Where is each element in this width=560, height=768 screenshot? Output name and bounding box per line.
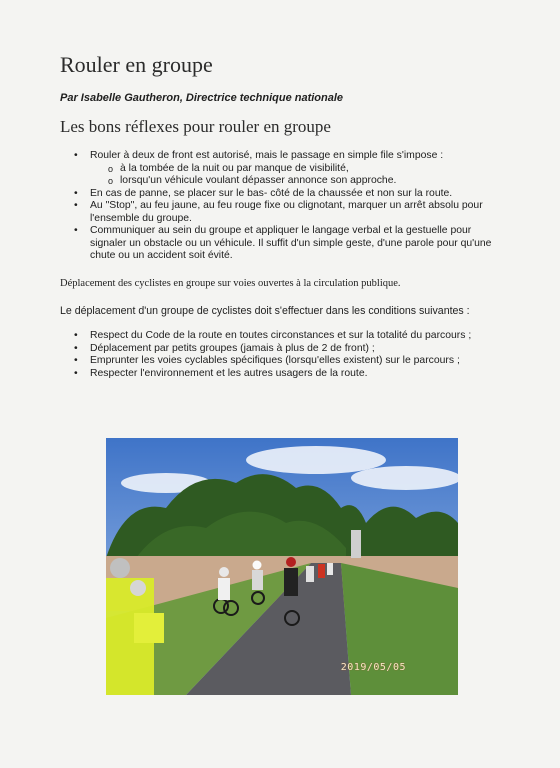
- date-stamp: 2019/05/05: [340, 662, 406, 673]
- list-item: • Respecter l'environnement et les autres usagers de la route.: [74, 368, 514, 381]
- conditions-list: [74, 330, 514, 380]
- sub-list-item: o lorsqu'un véhicule voulant dépasser annonce son approche.: [108, 175, 494, 188]
- list-item: • Déplacement par petits groupes (jamais à plus de 2 de front) ;: [74, 343, 514, 356]
- list-item: • Respect du Code de la route en toutes circonstances et sur la totalité du parcours ;: [74, 330, 514, 343]
- conditions-intro: Le déplacement d'un groupe de cyclistes doit s'effectuer dans les conditions suivantes :: [60, 305, 470, 317]
- list-item: • Rouler à deux de front est autorisé, mais le passage en simple file s'impose : o à la tombée de la nuit ou par manque de visibilité, o lorsqu'un véhicule voulant dépasser annonce son approche.: [74, 150, 494, 188]
- sub-list: [90, 163, 494, 188]
- tower: [351, 530, 361, 558]
- list-item: • Communiquer au sein du groupe et appliquer le langage verbal et la gestuelle pour signaler un obstacle ou un véhicule. Il suffit d'un simple geste, d'une parole pour qu'une chute ou un accident soit évité.: [74, 225, 494, 263]
- list-item: • Au "Stop", au feu jaune, au feu rouge fixe ou clignotant, marquer un arrêt absolu pour l'ensemble du groupe.: [74, 200, 494, 225]
- sub-list-item: o à la tombée de la nuit ou par manque de visibilité,: [108, 163, 494, 176]
- section-caption: Déplacement des cyclistes en groupe sur voies ouvertes à la circulation publique.: [60, 278, 401, 289]
- cyclists-photo: [106, 438, 458, 695]
- section-title: Les bons réflexes pour rouler en groupe: [60, 117, 331, 136]
- photo-illustration: [106, 438, 458, 695]
- reflexes-list: [74, 150, 494, 263]
- list-item: • En cas de panne, se placer sur le bas- côté de la chaussée et non sur la route.: [74, 188, 494, 201]
- list-item: • Emprunter les voies cyclables spécifiques (lorsqu'elles existent) sur le parcours ;: [74, 355, 514, 368]
- author-byline: Par Isabelle Gautheron, Directrice technique nationale: [60, 92, 344, 104]
- page-title: Rouler en groupe: [60, 52, 213, 77]
